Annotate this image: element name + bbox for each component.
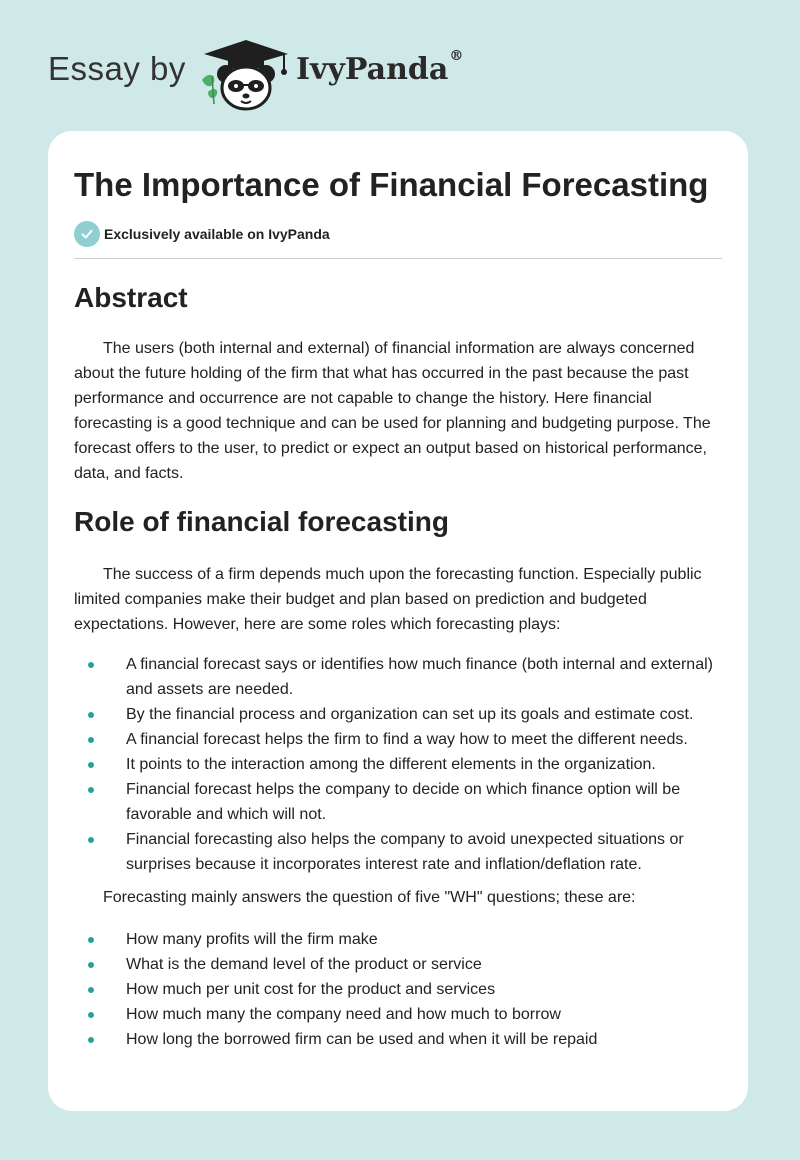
role-paragraph: The success of a firm depends much upon the forecasting function. Especially public limited companies make their budget and plan based on prediction and budgeted expectations. However, here are some roles which forecasting plays:: [74, 566, 702, 633]
list-item: A financial forecast helps the firm to find a way how to meet the different needs.: [74, 727, 722, 752]
list-item: A financial forecast says or identifies how much finance (both internal and external) and assets are needed.: [74, 652, 722, 702]
essay-card: [48, 131, 748, 1111]
list-item: By the financial process and organization can set up its goals and estimate cost.: [74, 702, 722, 727]
panda-graduate-icon[interactable]: [198, 36, 294, 112]
wh-questions-paragraph: Forecasting mainly answers the question of five "WH" questions; these are:: [103, 889, 636, 906]
check-circle-icon: [74, 221, 100, 247]
abstract-paragraph: The users (both internal and external) of financial information are always concerned about the future holding of the firm that what has occurred in the past because the past performance and occurrence are not capable to change the history. Here financial forecasting is a good technique and can be used for planning and budgeting purpose. The forecast offers to the user, to predict or expect an output based on historical performance, data, and facts.: [74, 340, 711, 482]
badge-label: Exclusively available on IvyPanda: [104, 226, 330, 242]
section-heading-role: Role of financial forecasting: [74, 506, 449, 537]
section-heading-abstract: Abstract: [74, 282, 188, 313]
divider: [74, 258, 722, 259]
registered-mark: ®: [449, 48, 464, 64]
list-item: How much per unit cost for the product and services: [74, 977, 722, 1002]
list-item: It points to the interaction among the different elements in the organization.: [74, 752, 722, 777]
essay-by-label: Essay by: [48, 50, 186, 87]
brand-logo[interactable]: [296, 48, 464, 87]
list-item: Financial forecasting also helps the company to avoid unexpected situations or surprises because it incorporates interest rate and inflation/deflation rate.: [74, 827, 722, 877]
list-item: Financial forecast helps the company to decide on which finance option will be favorable and which will not.: [74, 777, 722, 827]
roles-list: [74, 652, 722, 877]
list-item: How many profits will the firm make: [74, 927, 722, 952]
list-item: How long the borrowed firm can be used and when it will be repaid: [74, 1027, 722, 1052]
list-item: How much many the company need and how much to borrow: [74, 1002, 722, 1027]
brand-name: IvyPanda: [296, 52, 449, 87]
ivy-leaf-icon: [202, 75, 217, 104]
list-item: What is the demand level of the product or service: [74, 952, 722, 977]
exclusive-badge: [74, 221, 722, 247]
site-header: [0, 0, 800, 120]
essay-title: The Importance of Financial Forecasting: [74, 166, 709, 203]
wh-questions-list: [74, 927, 722, 1052]
